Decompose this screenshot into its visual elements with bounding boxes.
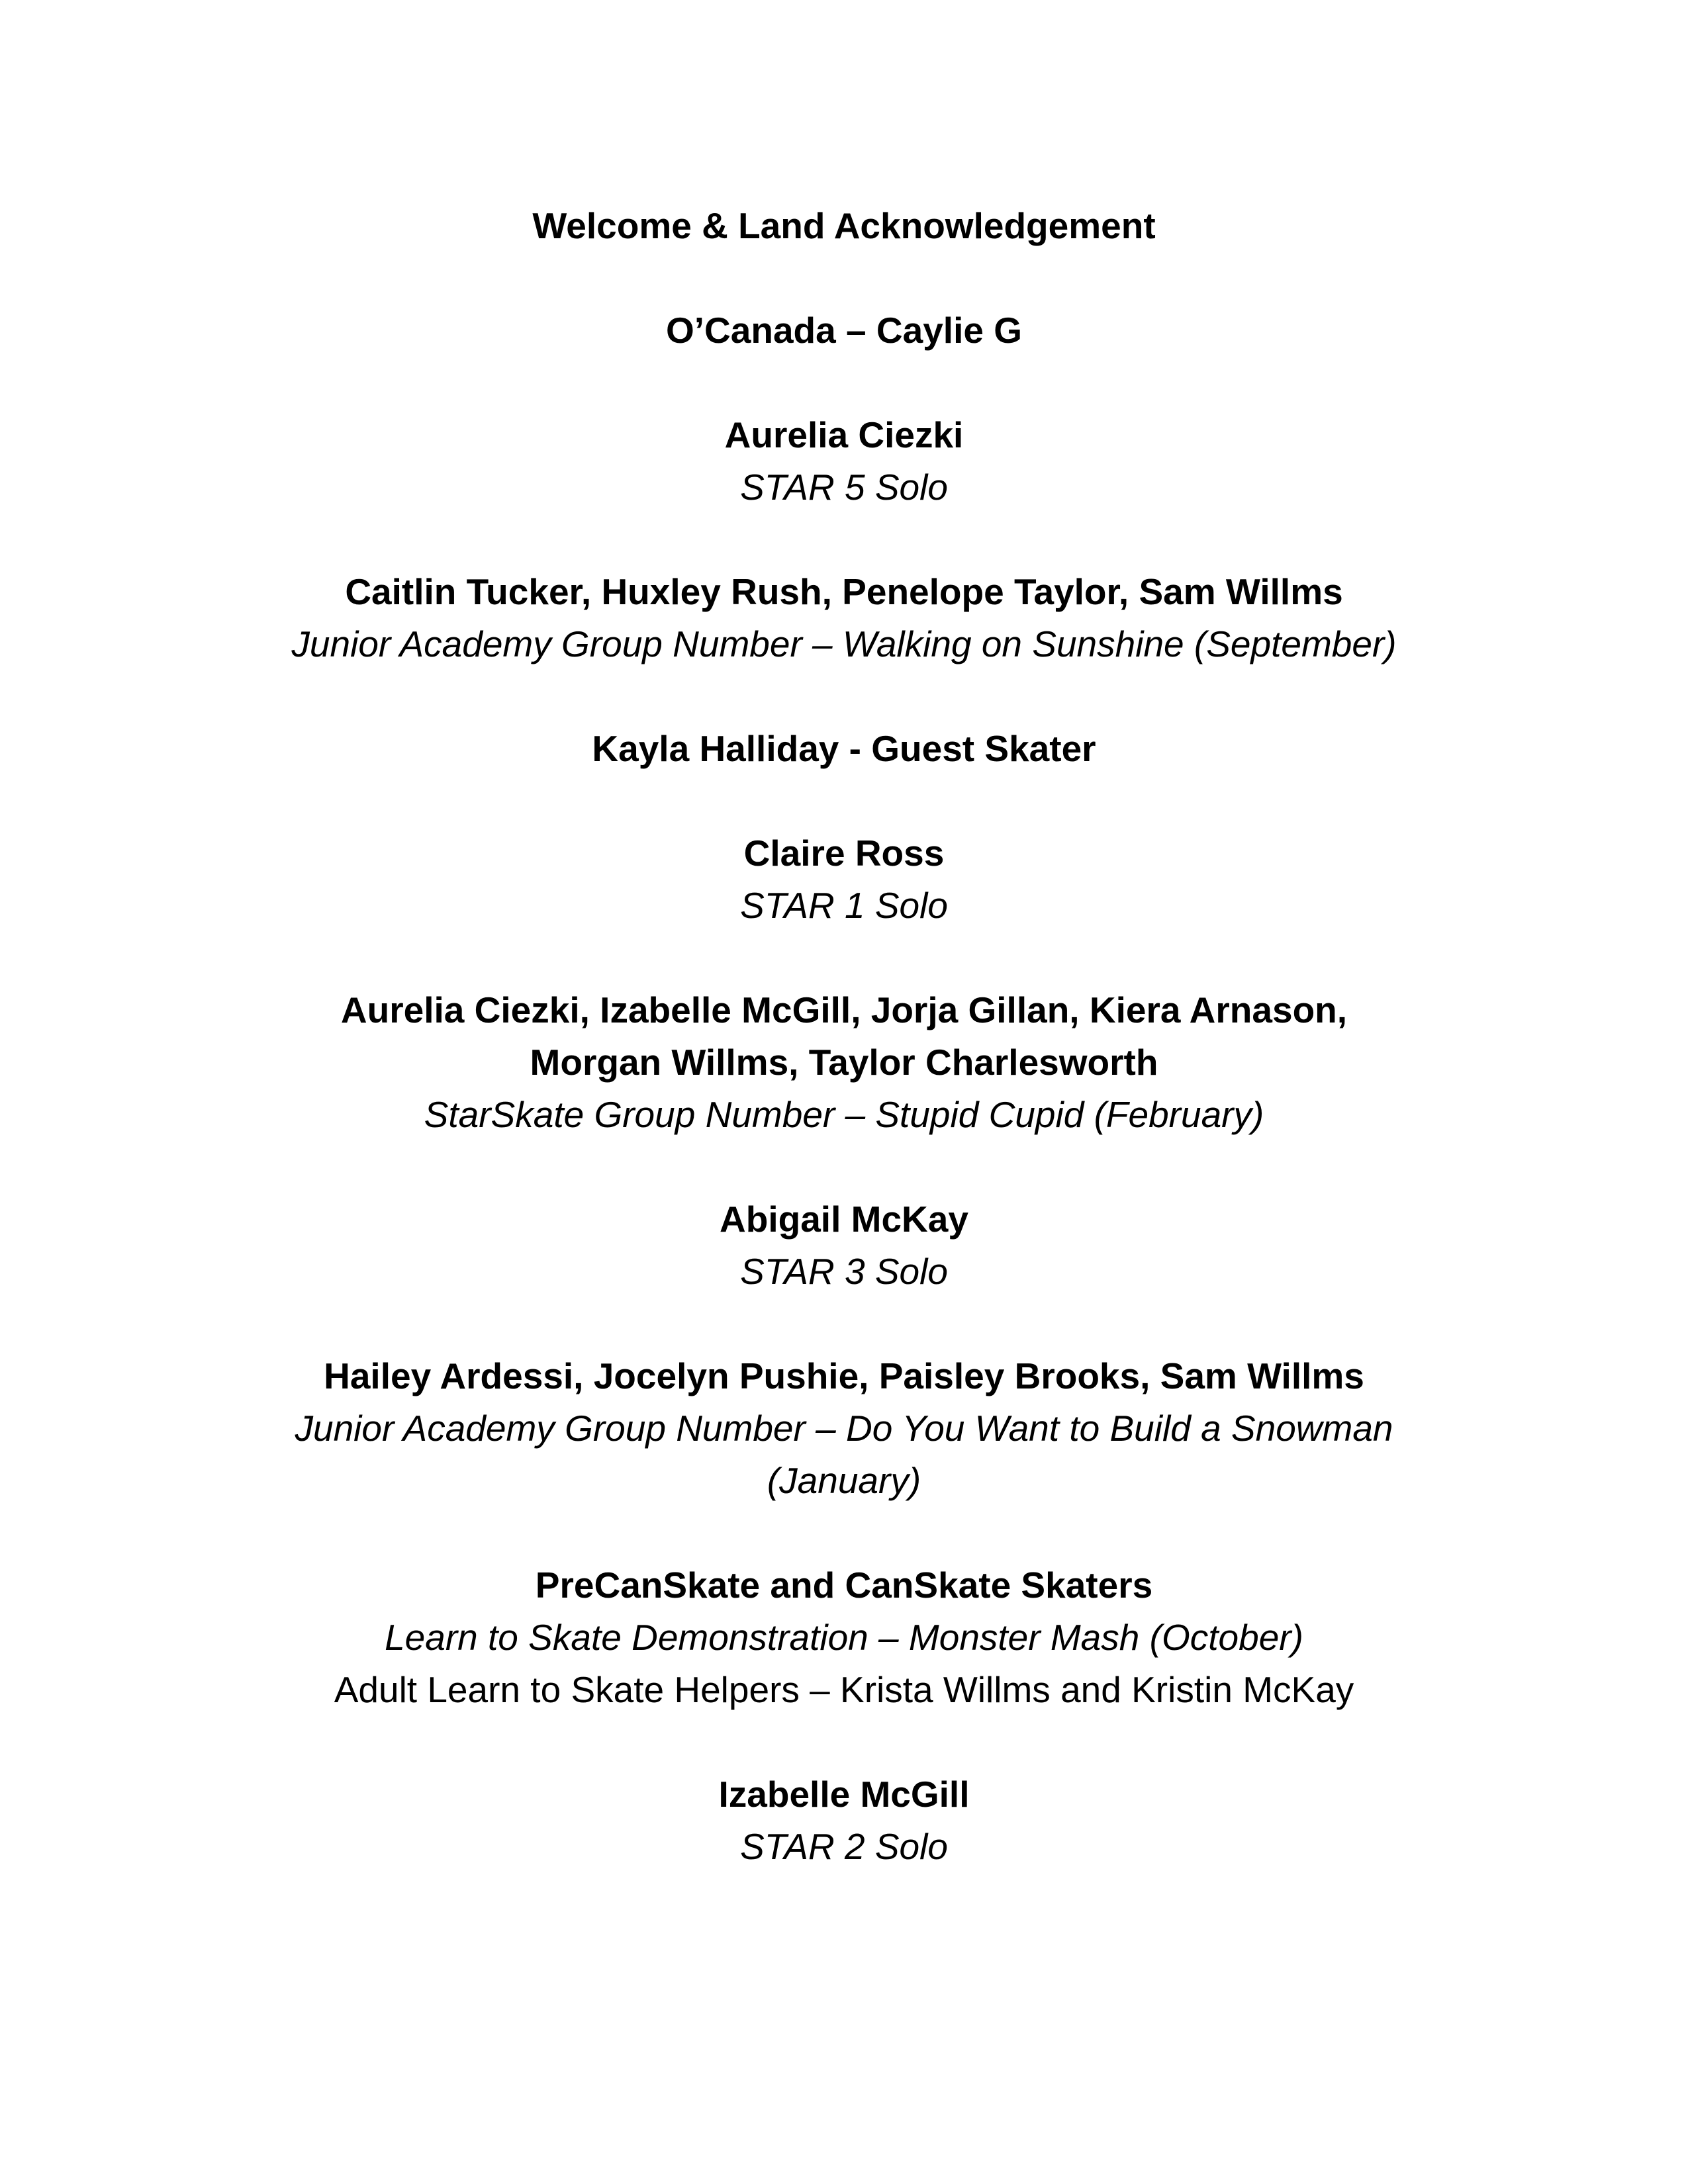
program-item-9-performers: Hailey Ardessi, Jocelyn Pushie, Paisley Brooks, Sam Willms	[324, 1355, 1364, 1396]
program-item-9-description-line2: (January)	[767, 1460, 921, 1501]
program-item-11-performers: Izabelle McGill	[718, 1774, 970, 1815]
program-item-6-description: STAR 1 Solo	[740, 885, 948, 926]
program-item-4-description: Junior Academy Group Number – Walking on Sunshine (September)	[291, 623, 1397, 664]
program-item-3-description: STAR 5 Solo	[740, 467, 948, 508]
program-item-3-performers: Aurelia Ciezki	[724, 414, 964, 455]
program-item-8-performers: Abigail McKay	[720, 1199, 968, 1240]
program-item-10-description: Learn to Skate Demonstration – Monster Mash (October)	[385, 1617, 1303, 1658]
program-item-6-performers: Claire Ross	[743, 833, 945, 874]
program-item-7-performers-line1: Aurelia Ciezki, Izabelle McGill, Jorja Gillan, Kiera Arnason,	[340, 989, 1348, 1030]
program-item-10-performers: PreCanSkate and CanSkate Skaters	[535, 1565, 1153, 1606]
program-list	[0, 200, 1688, 1873]
program-item-10-helpers-note: Adult Learn to Skate Helpers – Krista Willms and Kristin McKay	[334, 1669, 1354, 1710]
program-item-anthem-title: O’Canada – Caylie G	[666, 310, 1022, 351]
program-item-11-description: STAR 2 Solo	[740, 1826, 948, 1867]
program-item-9-description-line1: Junior Academy Group Number – Do You Want to Build a Snowman	[295, 1408, 1393, 1449]
program-item-7-performers-line2: Morgan Willms, Taylor Charlesworth	[530, 1042, 1158, 1083]
program-item-7-description: StarSkate Group Number – Stupid Cupid (February)	[424, 1094, 1264, 1135]
program-item-8-description: STAR 3 Solo	[740, 1251, 948, 1292]
program-item-welcome-title: Welcome & Land Acknowledgement	[532, 205, 1156, 246]
program-item-5-performers: Kayla Halliday - Guest Skater	[592, 728, 1096, 769]
program-item-4-performers: Caitlin Tucker, Huxley Rush, Penelope Taylor, Sam Willms	[345, 571, 1343, 612]
